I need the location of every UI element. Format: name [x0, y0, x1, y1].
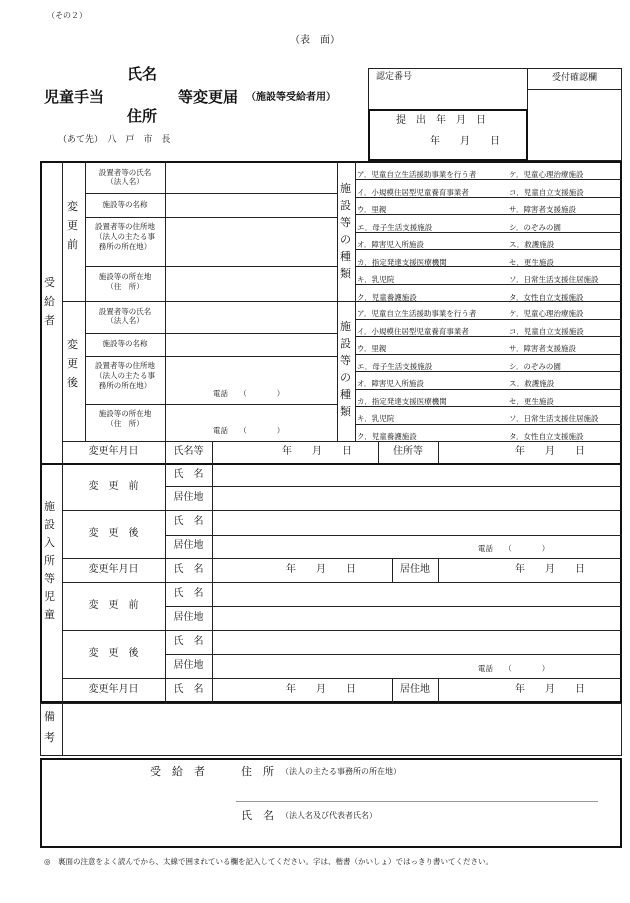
- addr-etc-label: 住所等: [393, 446, 423, 457]
- facility-option[interactable]: サ．障害者支援施設: [509, 205, 576, 214]
- facility-option[interactable]: ク．児童養護施設: [357, 431, 417, 441]
- facility-option[interactable]: ア．児童自立生活援助事業を行う者: [357, 170, 477, 179]
- shisetsu-name-label-after: 施設等の名称: [102, 339, 148, 348]
- facility-option[interactable]: タ．女性自立支援施設: [509, 431, 584, 441]
- page-number: （その２）: [47, 11, 87, 20]
- phone-label-1: 電話 （ ）: [213, 389, 285, 398]
- facility-option[interactable]: シ．のぞみの園: [509, 361, 561, 371]
- title-right: 等変更届: [178, 88, 239, 106]
- setchi-addr-label-after: 設置者等の住所地 （法人の主たる事 務所の所在地）: [95, 361, 155, 390]
- name-etc-label: 氏名等: [173, 446, 204, 457]
- facility-list-after-right: [509, 305, 598, 445]
- kyojuchi-label: 居住地: [173, 660, 204, 671]
- child1-after-label: 変 更 後: [88, 528, 139, 539]
- date-blank[interactable]: 年 月 日: [282, 446, 352, 457]
- facility-option[interactable]: ソ．日常生活支援住居施設: [509, 275, 599, 284]
- setchi-name-label-after: 設置者等の氏名 （法人名）: [98, 307, 152, 326]
- kyojuchi-label: 居住地: [173, 492, 204, 503]
- shimei-label: 氏 名: [173, 469, 204, 480]
- facility-type-label-before: 施 設 等 の 種 類: [340, 182, 351, 280]
- date-blank[interactable]: 年 月 日: [515, 564, 585, 575]
- child2-change-date-label: 変更年月日: [88, 684, 139, 695]
- facility-option[interactable]: イ．小規模住居型児童養育事業者: [357, 326, 469, 336]
- shisetsu-addr-label-after: 施設等の所在地 （住 所）: [98, 409, 152, 428]
- facility-option[interactable]: キ．乳児院: [357, 275, 395, 284]
- child1-before-label: 変 更 前: [88, 481, 139, 492]
- facility-option[interactable]: ア．児童自立生活援助事業を行う者: [357, 309, 477, 318]
- facility-option[interactable]: カ．指定発達支援医療機関: [357, 396, 447, 406]
- kyojuchi-label: 居住地: [173, 540, 204, 551]
- shisetsu-name-label: 施設等の名称: [102, 200, 148, 209]
- addressee: （あて先） 八 戸 市 長: [58, 135, 171, 145]
- uketsuke-label: 受付確認欄: [551, 73, 597, 83]
- phone-label-2: 電話 （ ）: [213, 426, 285, 435]
- shimei-label: 氏 名: [173, 564, 204, 575]
- footnote: ◎ 裏面の注意をよく読んでから、太線で囲まれている欄を記入してください。字は、楷書（かいしょ）ではっきり書いてください。: [44, 857, 494, 866]
- facility-option[interactable]: ス．救護施設: [509, 240, 555, 249]
- shimei-label: 氏 名: [173, 684, 204, 695]
- phone-label-3: 電話 （ ）: [478, 544, 550, 553]
- remarks-label: 備 考: [44, 710, 55, 744]
- facility-list-before-right: [509, 166, 598, 306]
- facility-option[interactable]: タ．女性自立支援施設: [509, 292, 584, 302]
- facility-option[interactable]: オ．障害児入所施設: [357, 240, 424, 249]
- facility-option[interactable]: ケ．児童心理治療施設: [509, 309, 584, 318]
- facility-list-after-left: [357, 305, 476, 445]
- child1-change-date-label: 変更年月日: [88, 564, 139, 575]
- setchi-addr-label: 設置者等の住所地 （法人の主たる事 務所の所在地）: [95, 222, 155, 251]
- date-blank[interactable]: 年 月 日: [286, 564, 356, 575]
- bottom-name-note: （法人名及び代表者氏名）: [281, 811, 377, 820]
- child-section-label: 施 設 入 所 等 児 童: [44, 500, 55, 621]
- facility-option[interactable]: キ．乳児院: [357, 414, 395, 423]
- facility-option[interactable]: シ．のぞみの園: [509, 222, 561, 232]
- address-field[interactable]: [236, 801, 598, 802]
- facility-option[interactable]: イ．小規模住居型児童養育事業者: [357, 187, 469, 197]
- child2-after-label: 変 更 後: [88, 648, 139, 659]
- date-blank[interactable]: 年 月 日: [286, 684, 356, 695]
- bottom-address-note: （法人の主たる事務所の所在地）: [281, 767, 401, 776]
- facility-option[interactable]: ス．救護施設: [509, 379, 555, 388]
- recipient-label: 受 給 者: [44, 276, 55, 327]
- kyojuchi-label: 居住地: [400, 564, 430, 575]
- side-label: （表 面）: [290, 35, 340, 46]
- facility-option[interactable]: ソ．日常生活支援住居施設: [509, 414, 599, 423]
- kyojuchi-label: 居住地: [400, 684, 430, 695]
- facility-option[interactable]: ク．児童養護施設: [357, 292, 417, 302]
- facility-option[interactable]: カ．指定発達支援医療機関: [357, 257, 447, 267]
- bottom-recipient-label: 受 給 者: [150, 765, 205, 778]
- change-date-label: 変更年月日: [88, 446, 139, 457]
- after-label: 変 更 後: [67, 338, 78, 389]
- shimei-label: 氏 名: [173, 636, 204, 647]
- facility-option[interactable]: ウ．里親: [357, 344, 387, 353]
- child2-before-label: 変 更 前: [88, 600, 139, 611]
- nintei-label: 認定番号: [376, 72, 413, 82]
- facility-option[interactable]: セ．更生施設: [509, 257, 554, 267]
- before-label: 変 更 前: [67, 200, 78, 251]
- phone-label-4: 電話 （ ）: [478, 664, 550, 673]
- title-left: 児童手当: [44, 88, 105, 106]
- submit-label: 提 出 年 月 日: [396, 115, 486, 126]
- remarks-box[interactable]: [40, 703, 622, 756]
- facility-option[interactable]: セ．更生施設: [509, 396, 554, 406]
- shimei-label: 氏 名: [173, 588, 204, 599]
- facility-option[interactable]: コ．児童自立支援施設: [509, 187, 584, 197]
- bottom-name-label: 氏 名: [241, 809, 274, 822]
- facility-option[interactable]: オ．障害児入所施設: [357, 379, 424, 388]
- date-blank[interactable]: 年 月 日: [515, 446, 585, 457]
- kyojuchi-label: 居住地: [173, 612, 204, 623]
- facility-option[interactable]: サ．障害者支援施設: [509, 344, 576, 353]
- shimei-label: 氏 名: [173, 516, 204, 527]
- setchi-name-label: 設置者等の氏名 （法人名）: [98, 168, 152, 187]
- facility-option[interactable]: ケ．児童心理治療施設: [509, 170, 584, 179]
- submit-date: 年 月 日: [430, 136, 500, 147]
- facility-option[interactable]: ウ．里親: [357, 205, 387, 214]
- title-address: 住所: [127, 107, 158, 125]
- date-blank[interactable]: 年 月 日: [515, 684, 585, 695]
- facility-option[interactable]: エ．母子生活支援施設: [357, 361, 433, 371]
- facility-list-before-left: [357, 166, 476, 306]
- title-name: 氏名: [127, 65, 158, 83]
- bottom-address-label: 住 所: [241, 765, 274, 778]
- facility-type-label-after: 施 設 等 の 種 類: [340, 320, 351, 418]
- facility-option[interactable]: エ．母子生活支援施設: [357, 222, 433, 232]
- title-sub: （施設等受給者用）: [246, 92, 336, 103]
- facility-option[interactable]: コ．児童自立支援施設: [509, 326, 584, 336]
- shisetsu-addr-label: 施設等の所在地 （住 所）: [98, 272, 152, 291]
